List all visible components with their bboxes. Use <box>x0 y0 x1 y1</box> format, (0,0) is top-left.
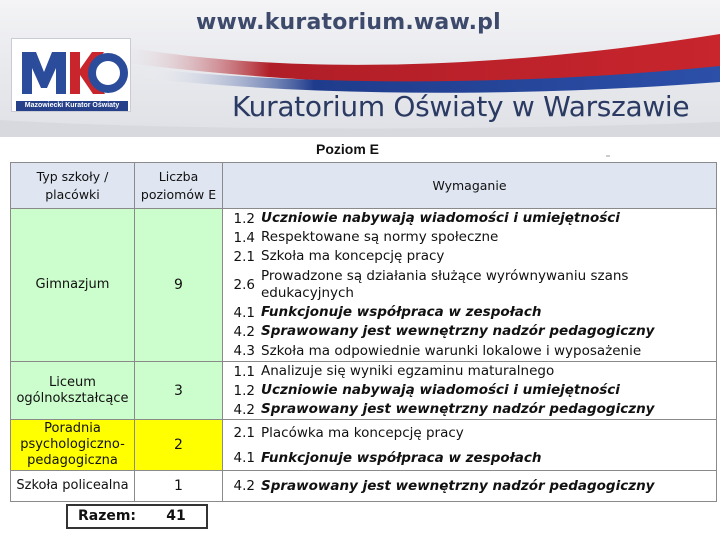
table-row <box>11 420 717 471</box>
requirement-text: Prowadzone są działania służące wyrównywaniu szans edukacyjnych <box>261 267 629 301</box>
mko-logo-icon <box>16 42 128 100</box>
requirement-item <box>223 446 716 470</box>
requirement-item <box>223 322 716 341</box>
requirements-cell <box>223 420 717 471</box>
requirement-text: Szkoła ma odpowiednie warunki lokalowe i wyposażenie <box>261 342 642 359</box>
requirement-text: Sprawowany jest wewnętrzny nadzór pedagogiczny <box>261 401 655 417</box>
header-requirement: Wymaganie <box>223 163 717 209</box>
level-count-cell: 9 <box>135 209 223 362</box>
institution-title: Kuratorium Oświaty w Warszawie <box>232 90 690 123</box>
level-count-cell: 3 <box>135 362 223 420</box>
requirement-item <box>223 362 716 381</box>
requirement-number: 2.6 <box>233 276 255 293</box>
header-level-count: Liczba poziomów E <box>135 163 223 209</box>
requirement-number: 4.2 <box>233 478 255 494</box>
requirement-text: Sprawowany jest wewnętrzny nadzór pedagogiczny <box>261 323 655 339</box>
school-type-cell: Szkoła policealna <box>11 471 135 502</box>
decorative-dot <box>606 155 610 157</box>
school-type-cell: Gimnazjum <box>11 209 135 362</box>
requirement-item <box>223 341 716 361</box>
requirement-number: 4.2 <box>233 401 255 418</box>
requirements-cell <box>223 209 717 362</box>
requirement-item <box>223 400 716 419</box>
requirement-text: Analizuje się wyniki egzaminu maturalnego <box>261 363 555 379</box>
requirement-text: Respektowane są normy społeczne <box>261 229 499 245</box>
requirement-number: 4.3 <box>233 343 255 359</box>
mko-logo <box>11 38 131 112</box>
header-school-type: Typ szkoły / placówki <box>11 163 135 209</box>
requirement-number: 1.2 <box>233 382 255 399</box>
total-value: 41 <box>166 508 186 524</box>
requirement-text: Uczniowie nabywają wiadomości i umiejętności <box>261 382 620 398</box>
requirement-number: 2.1 <box>233 248 255 265</box>
requirements-table <box>10 162 717 502</box>
requirement-number: 1.1 <box>233 363 255 380</box>
requirements-cell <box>223 471 717 502</box>
requirement-item <box>223 420 716 446</box>
requirement-number: 4.1 <box>233 450 255 466</box>
site-url[interactable]: www.kuratorium.waw.pl <box>196 10 501 35</box>
total-box <box>66 504 208 529</box>
logo-caption: Mazowiecki Kurator Oświaty <box>16 101 128 111</box>
total-label: Razem: <box>77 508 137 524</box>
requirement-item <box>223 228 716 247</box>
requirement-number: 4.1 <box>233 304 255 321</box>
requirement-text: Szkoła ma koncepcję pracy <box>261 248 445 264</box>
requirement-number: 2.1 <box>233 425 255 441</box>
table-body <box>11 209 717 502</box>
requirement-number: 1.2 <box>233 210 255 227</box>
requirement-item <box>223 266 716 303</box>
requirement-text: Sprawowany jest wewnętrzny nadzór pedagogiczny <box>261 477 655 494</box>
level-count-cell: 1 <box>135 471 223 502</box>
requirement-number: 1.4 <box>233 229 255 246</box>
requirement-item <box>223 247 716 266</box>
requirement-text: Funkcjonuje współpraca w zespołach <box>261 304 542 320</box>
requirement-number: 4.2 <box>233 323 255 340</box>
requirement-text: Funkcjonuje współpraca w zespołach <box>261 449 542 466</box>
table-row <box>11 362 717 420</box>
requirement-item <box>223 209 716 228</box>
requirement-text: Placówka ma koncepcję pracy <box>261 424 464 441</box>
requirement-item <box>223 303 716 322</box>
requirement-item <box>223 381 716 400</box>
requirements-cell <box>223 362 717 420</box>
table-row <box>11 209 717 362</box>
requirement-text: Uczniowie nabywają wiadomości i umiejętności <box>261 210 620 226</box>
school-type-cell: Liceum ogólnokształcące <box>11 362 135 420</box>
level-count-cell: 2 <box>135 420 223 471</box>
level-subtitle-text: Poziom E <box>316 141 380 157</box>
school-type-cell: Poradnia psychologiczno-pedagogiczna <box>11 420 135 471</box>
table-header-row <box>11 163 717 209</box>
requirement-item <box>223 471 716 501</box>
table-row <box>11 471 717 502</box>
